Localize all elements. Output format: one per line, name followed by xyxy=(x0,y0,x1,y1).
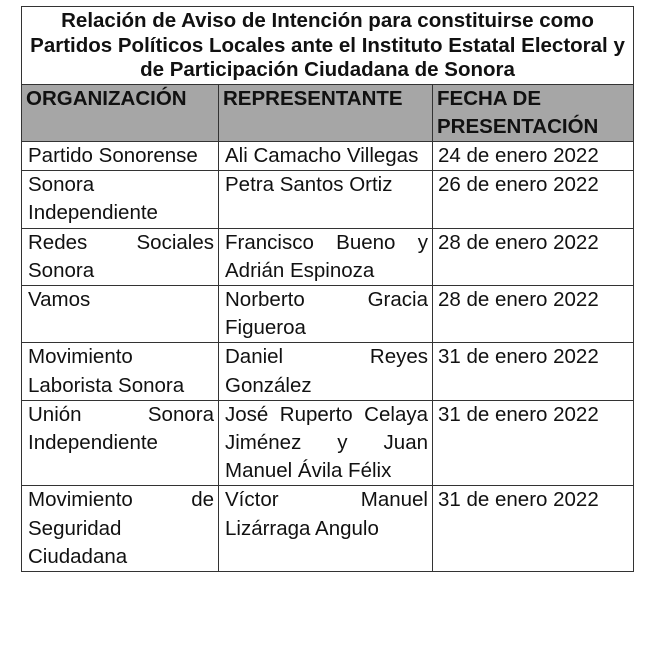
table-row xyxy=(22,486,634,572)
table-row xyxy=(22,400,634,486)
table-row xyxy=(22,171,634,228)
cell-organizacion: Vamos xyxy=(22,285,219,342)
cell-fecha: 26 de enero 2022 xyxy=(433,171,634,228)
cell-organizacion: Partido Sonorense xyxy=(22,141,219,170)
column-header-representante: REPRESENTANTE xyxy=(219,84,433,141)
table-row xyxy=(22,285,634,342)
cell-representante: Norberto Gracia Figueroa xyxy=(219,285,433,342)
cell-fecha: 31 de enero 2022 xyxy=(433,343,634,400)
cell-organizacion: Unión Sonora Independiente xyxy=(22,400,219,486)
title-row xyxy=(22,7,634,85)
table-row xyxy=(22,141,634,170)
cell-representante: Ali Camacho Villegas xyxy=(219,141,433,170)
document-sheet xyxy=(21,6,633,572)
parties-table xyxy=(21,6,634,572)
cell-representante: Víctor Manuel Lizárraga Angulo xyxy=(219,486,433,572)
cell-representante: Petra Santos Ortiz xyxy=(219,171,433,228)
cell-fecha: 28 de enero 2022 xyxy=(433,285,634,342)
cell-fecha: 28 de enero 2022 xyxy=(433,228,634,285)
cell-fecha: 24 de enero 2022 xyxy=(433,141,634,170)
cell-organizacion: Movimiento de Seguridad Ciudadana xyxy=(22,486,219,572)
cell-organizacion: Redes Sociales Sonora xyxy=(22,228,219,285)
column-header-fecha: FECHA DE PRESENTACIÓN xyxy=(433,84,634,141)
cell-organizacion: Movimiento Laborista Sonora xyxy=(22,343,219,400)
header-row xyxy=(22,84,634,141)
cell-fecha: 31 de enero 2022 xyxy=(433,486,634,572)
document-title: Relación de Aviso de Intención para constituirse como Partidos Políticos Locales ante el Instituto Estatal Electoral y de Participación Ciudadana de Sonora xyxy=(22,7,634,85)
table-row xyxy=(22,228,634,285)
table-row xyxy=(22,343,634,400)
cell-representante: Francisco Bueno y Adrián Espinoza xyxy=(219,228,433,285)
cell-organizacion: Sonora Independiente xyxy=(22,171,219,228)
cell-representante: Daniel Reyes González xyxy=(219,343,433,400)
cell-fecha: 31 de enero 2022 xyxy=(433,400,634,486)
cell-representante: José Ruperto Celaya Jiménez y Juan Manuel Ávila Félix xyxy=(219,400,433,486)
column-header-organizacion: ORGANIZACIÓN xyxy=(22,84,219,141)
